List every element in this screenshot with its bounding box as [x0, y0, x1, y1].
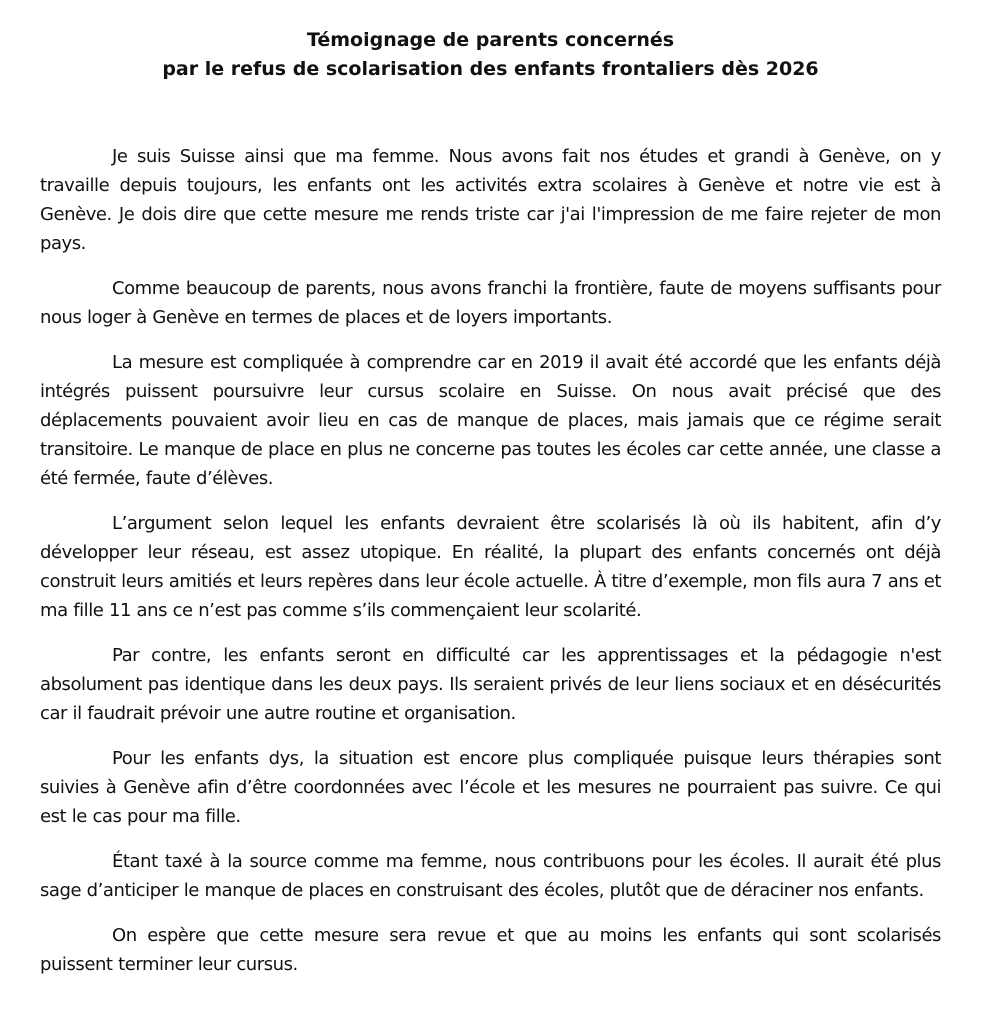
- paragraph: Étant taxé à la source comme ma femme, nous contribuons pour les écoles. Il aurait été plus sage d’anticiper le manque de places en construisant des écoles, plutôt que de déraciner nos enfants.: [40, 851, 941, 901]
- paragraph: L’argument selon lequel les enfants devraient être scolarisés là où ils habitent, afin d’y développer leur réseau, est assez utopique. En réalité, la plupart des enfants concernés ont déjà construit leurs amitiés et leurs repères dans leur école actuelle. À titre d’exemple, mon fils aura 7 ans et ma fille 11 ans ce n’est pas comme s’ils commençaient leur scolarité.: [40, 513, 941, 621]
- paragraph: Je suis Suisse ainsi que ma femme. Nous avons fait nos études et grandi à Genève, on y travaille depuis toujours, les enfants ont les activités extra scolaires à Genève et notre vie est à Genève. Je dois dire que cette mesure me rends triste car j'ai l'impression de me faire rejeter de mon pays.: [40, 146, 941, 254]
- document-title: [40, 26, 941, 84]
- document-body: [40, 142, 941, 979]
- document-title-line-2: par le refus de scolarisation des enfants frontaliers dès 2026: [162, 58, 819, 80]
- paragraph: On espère que cette mesure sera revue et que au moins les enfants qui sont scolarisés puissent terminer leur cursus.: [40, 925, 941, 975]
- paragraph: Pour les enfants dys, la situation est encore plus compliquée puisque leurs thérapies sont suivies à Genève afin d’être coordonnées avec l’école et les mesures ne pourraient pas suivre. Ce qui est le cas pour ma fille.: [40, 748, 941, 827]
- paragraph: La mesure est compliquée à comprendre car en 2019 il avait été accordé que les enfants déjà intégrés puissent poursuivre leur cursus scolaire en Suisse. On nous avait précisé que des déplacements pouvaient avoir lieu en cas de manque de places, mais jamais que ce régime serait transitoire. Le manque de place en plus ne concerne pas toutes les écoles car cette année, une classe a été fermée, faute d’élèves.: [40, 352, 941, 489]
- paragraph: Par contre, les enfants seront en difficulté car les apprentissages et la pédagogie n'est absolument pas identique dans les deux pays. Ils seraient privés de leur liens sociaux et en désécurités car il faudrait prévoir une autre routine et organisation.: [40, 645, 941, 724]
- paragraph: Comme beaucoup de parents, nous avons franchi la frontière, faute de moyens suffisants pour nous loger à Genève en termes de places et de loyers importants.: [40, 278, 941, 328]
- document-title-line-1: Témoignage de parents concernés: [306, 29, 675, 51]
